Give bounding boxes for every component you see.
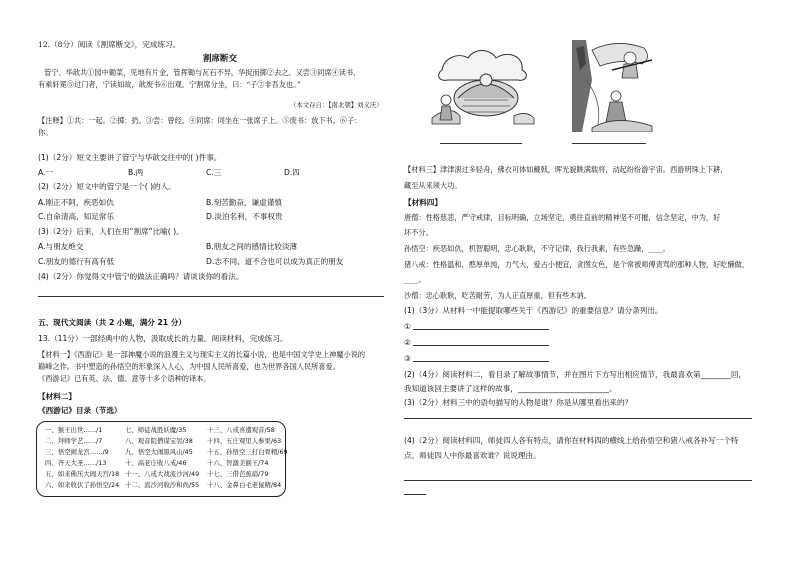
- left-picture-answer-line[interactable]: [440, 143, 522, 144]
- material-3-line-1: 【材料三】津津滚过多轻舟，佛衣可体如戴戟，晖光貌眺满载将，动起纷纷游宇宙。西游明珠上下耕，: [404, 165, 728, 174]
- sun-wukong-description[interactable]: 孙悟空：疾恶如仇，机智聪明，忠心耿耿，不守记律，我行我素，有些急躁，____。: [404, 244, 670, 253]
- material-2-label: 【材料二】: [38, 392, 76, 401]
- q2-option-a[interactable]: A.刚正不阿，疾恶如仇: [38, 198, 114, 207]
- q2-option-c[interactable]: C.自命清高，知足常乐: [38, 212, 115, 221]
- toc-row: [45, 459, 268, 467]
- toc-entry: 十七、三借芭蕉扇/79: [207, 470, 269, 478]
- zhu-bajie-description[interactable]: 猪八戒：性格温和，憨厚单纯，力气大，爱占小便宜，贪图女色，是个常被师傅责骂的那种人物，好吃懒做，: [404, 260, 750, 269]
- q3-option-a[interactable]: A.与朋友绝交: [38, 242, 84, 251]
- toc-entry: 二、拜师学艺……/7: [45, 437, 103, 445]
- toc-entry: 九、悟空大闹黑风山/45: [125, 448, 193, 456]
- q1-option-d[interactable]: D.四: [284, 168, 300, 177]
- q4-answer-line-2[interactable]: [404, 494, 426, 495]
- passage-line-1: 管宁、华歆共①园中锄菜，见地有片金，管挥锄与瓦石不异，华捉而掷②去之。又尝③同席④读书，: [44, 68, 361, 77]
- passage-title: 割席断交: [202, 54, 237, 64]
- zhu-bajie-description-2[interactable]: ____。: [404, 275, 426, 284]
- q3-option-d[interactable]: D.志不同、道不合也可以成为真正的朋友: [206, 257, 344, 266]
- passage-source: （本文存自：【南北朝】刘义庆）: [290, 101, 383, 109]
- monkey-king-scene-icon: [572, 40, 652, 132]
- toc-entry: 六、如来收伏了孙悟空/24: [45, 481, 120, 489]
- toc-entry: 十四、五庄观里人参果/63: [207, 437, 282, 445]
- right-question-2-line-1: (2)（4分）阅读材料二，看目录了解故事情节，并在图片下方写出相应情节，我最喜欢第________回，: [404, 370, 747, 379]
- q2-option-b[interactable]: B.刻苦勤奋，谦虚谨慎: [206, 198, 282, 207]
- toc-entry: 十、高老庄收八戒/46: [125, 459, 187, 467]
- mountain-scene-illustration: [430, 40, 538, 126]
- right-question-4-line-1: (4)（2分）阅读材料四，师徒四人各有特点，请你在材料四的横线上给孙悟空和猪八戒各补写一个特: [404, 436, 739, 445]
- question-2: (2)（2分）短文中的管宁是一个( )的人。: [38, 182, 176, 191]
- passage-line-2: 有乘轩冕⑤过门者，宁读如故，歆废书⑥出观。宁割席分坐，曰：“子⑦非吾友也。”: [38, 80, 301, 89]
- section-5-heading: 五、现代文阅读（共 2 小题，满分 21 分）: [38, 318, 186, 327]
- q1-mark-1: ①: [404, 322, 411, 331]
- toc-box: [36, 421, 286, 497]
- toc-entry: 七、师徒战胜妖魔/35: [125, 426, 187, 434]
- question-13: 13.（11分）一部经典中的人物，汲取成长的力量。阅读材料，完成练习。: [38, 334, 288, 343]
- q2-option-d[interactable]: D.淡泊名利，不事权贵: [206, 212, 283, 221]
- toc-entry: 五、如来佛压大闹天宫/18: [45, 470, 120, 478]
- material-3-line-2: 藏至从来须大功。: [404, 181, 462, 190]
- mountain-scene-icon: [432, 51, 534, 125]
- q3-option-c[interactable]: C.朋友的德行有高有低: [38, 257, 115, 266]
- toc-entry: 八、观音院僧谋宝袈/38: [125, 437, 193, 445]
- q1-option-b[interactable]: B.两: [128, 168, 144, 177]
- q4-answer-line[interactable]: [38, 296, 384, 297]
- toc-entry: 十一、八戒大战流沙河/49: [125, 470, 200, 478]
- question-1: (1)（2分）短文主要讲了管宁与华歆交往中的( )件事。: [38, 153, 222, 162]
- material-1-line-2: 巅峰之作。书中塑造的孙悟空的形象深入人心，为中国人民所喜爱，也为世界各国人民所喜爱。: [38, 362, 340, 371]
- right-question-3: (3)（2分）材料三中的语句描写的人物是谁？你是从哪里看出来的？: [404, 398, 633, 407]
- toc-entry: 一、猴王出世……/1: [45, 426, 103, 434]
- toc-entry: 三、悟空闹龙宫……/9: [45, 448, 109, 456]
- q1-option-c[interactable]: C.三: [206, 168, 222, 177]
- q1-answer-line-3[interactable]: [413, 361, 549, 362]
- toc-title: 《西游记》目录（节选）: [38, 406, 122, 415]
- q1-answer-line-2[interactable]: [413, 345, 549, 346]
- sha-seng-description: 沙僧：忠心耿耿，吃苦耐劳，为人正直厚重，但有些木讷。: [404, 291, 591, 300]
- toc-row: [45, 481, 281, 489]
- q1-option-a[interactable]: A.一: [38, 168, 54, 177]
- tang-monk-description-2: 坏不分。: [404, 228, 433, 237]
- toc-entry: 十二、流沙河收沙和尚/55: [125, 481, 200, 489]
- right-question-1: (1)（3分）从材料一中能提取哪些关于《西游记》的重要信息？请分条列出。: [404, 306, 663, 315]
- toc-row: [45, 470, 268, 478]
- q1-mark-2: ②: [404, 338, 411, 347]
- q3-answer-line[interactable]: [404, 418, 752, 419]
- toc-row: [45, 426, 275, 434]
- notes-line-2: 你。: [38, 128, 53, 137]
- question-4: (4)（2分）你觉得文中管宁的做法正确吗？请谈谈你的看法。: [38, 272, 244, 281]
- toc-entry: 十三、八戒喜遭观音/58: [207, 426, 275, 434]
- q3-option-b[interactable]: B.朋友之间的感情比较淡薄: [206, 242, 298, 251]
- question-3: (3)（2分）后来，人们在用“割席”比喻( )。: [38, 227, 184, 236]
- toc-entry: 十八、金鼻白毛老鼠精/84: [207, 481, 282, 489]
- right-picture-answer-line[interactable]: [572, 143, 646, 144]
- toc-entry: 十五、孙悟空三打白骨精/69: [207, 448, 288, 456]
- toc-entry: 四、齐天大圣……/13: [45, 459, 107, 467]
- tang-monk-description: 唐僧：性格慈悲，严守戒律，目标明确，立场坚定，勇往直前的精神坚不可摧，信念坚定，中为，好: [404, 213, 721, 222]
- q4-answer-line-1[interactable]: [404, 480, 752, 481]
- q12-title: 12.（8分）阅读《割席断交》，完成练习。: [38, 40, 181, 49]
- material-1-line-1: 【材料一】《西游记》是一部神魔小说的浪漫主义与现实主义的长篇小说，也是中国文学史上神魔小说的: [38, 350, 366, 359]
- right-question-4-line-2: 点。师徒四人中你最喜欢谁？说说理由。: [404, 451, 541, 460]
- toc-row: [45, 448, 288, 456]
- material-4-label: 【材料四】: [404, 198, 442, 207]
- toc-entry: 十六、智激美猴王/74: [207, 459, 269, 467]
- right-question-2-line-2[interactable]: 我知道该回主要讲了这样的故事，________________________。: [404, 384, 617, 393]
- monkey-king-scene-illustration: [572, 40, 654, 132]
- toc-row: [45, 437, 281, 445]
- q1-answer-line-1[interactable]: [413, 329, 549, 330]
- q1-mark-3: ③: [404, 354, 411, 363]
- notes-line-1: 【注释】①共：一起。②掷：扔。③尝：曾经。④同席：同坐在一张席子上。⑤废书：放下书。⑥子：: [38, 116, 362, 125]
- material-1-line-3: 《西游记》已有英、法、德、意等十多个语种的译本。: [38, 374, 211, 383]
